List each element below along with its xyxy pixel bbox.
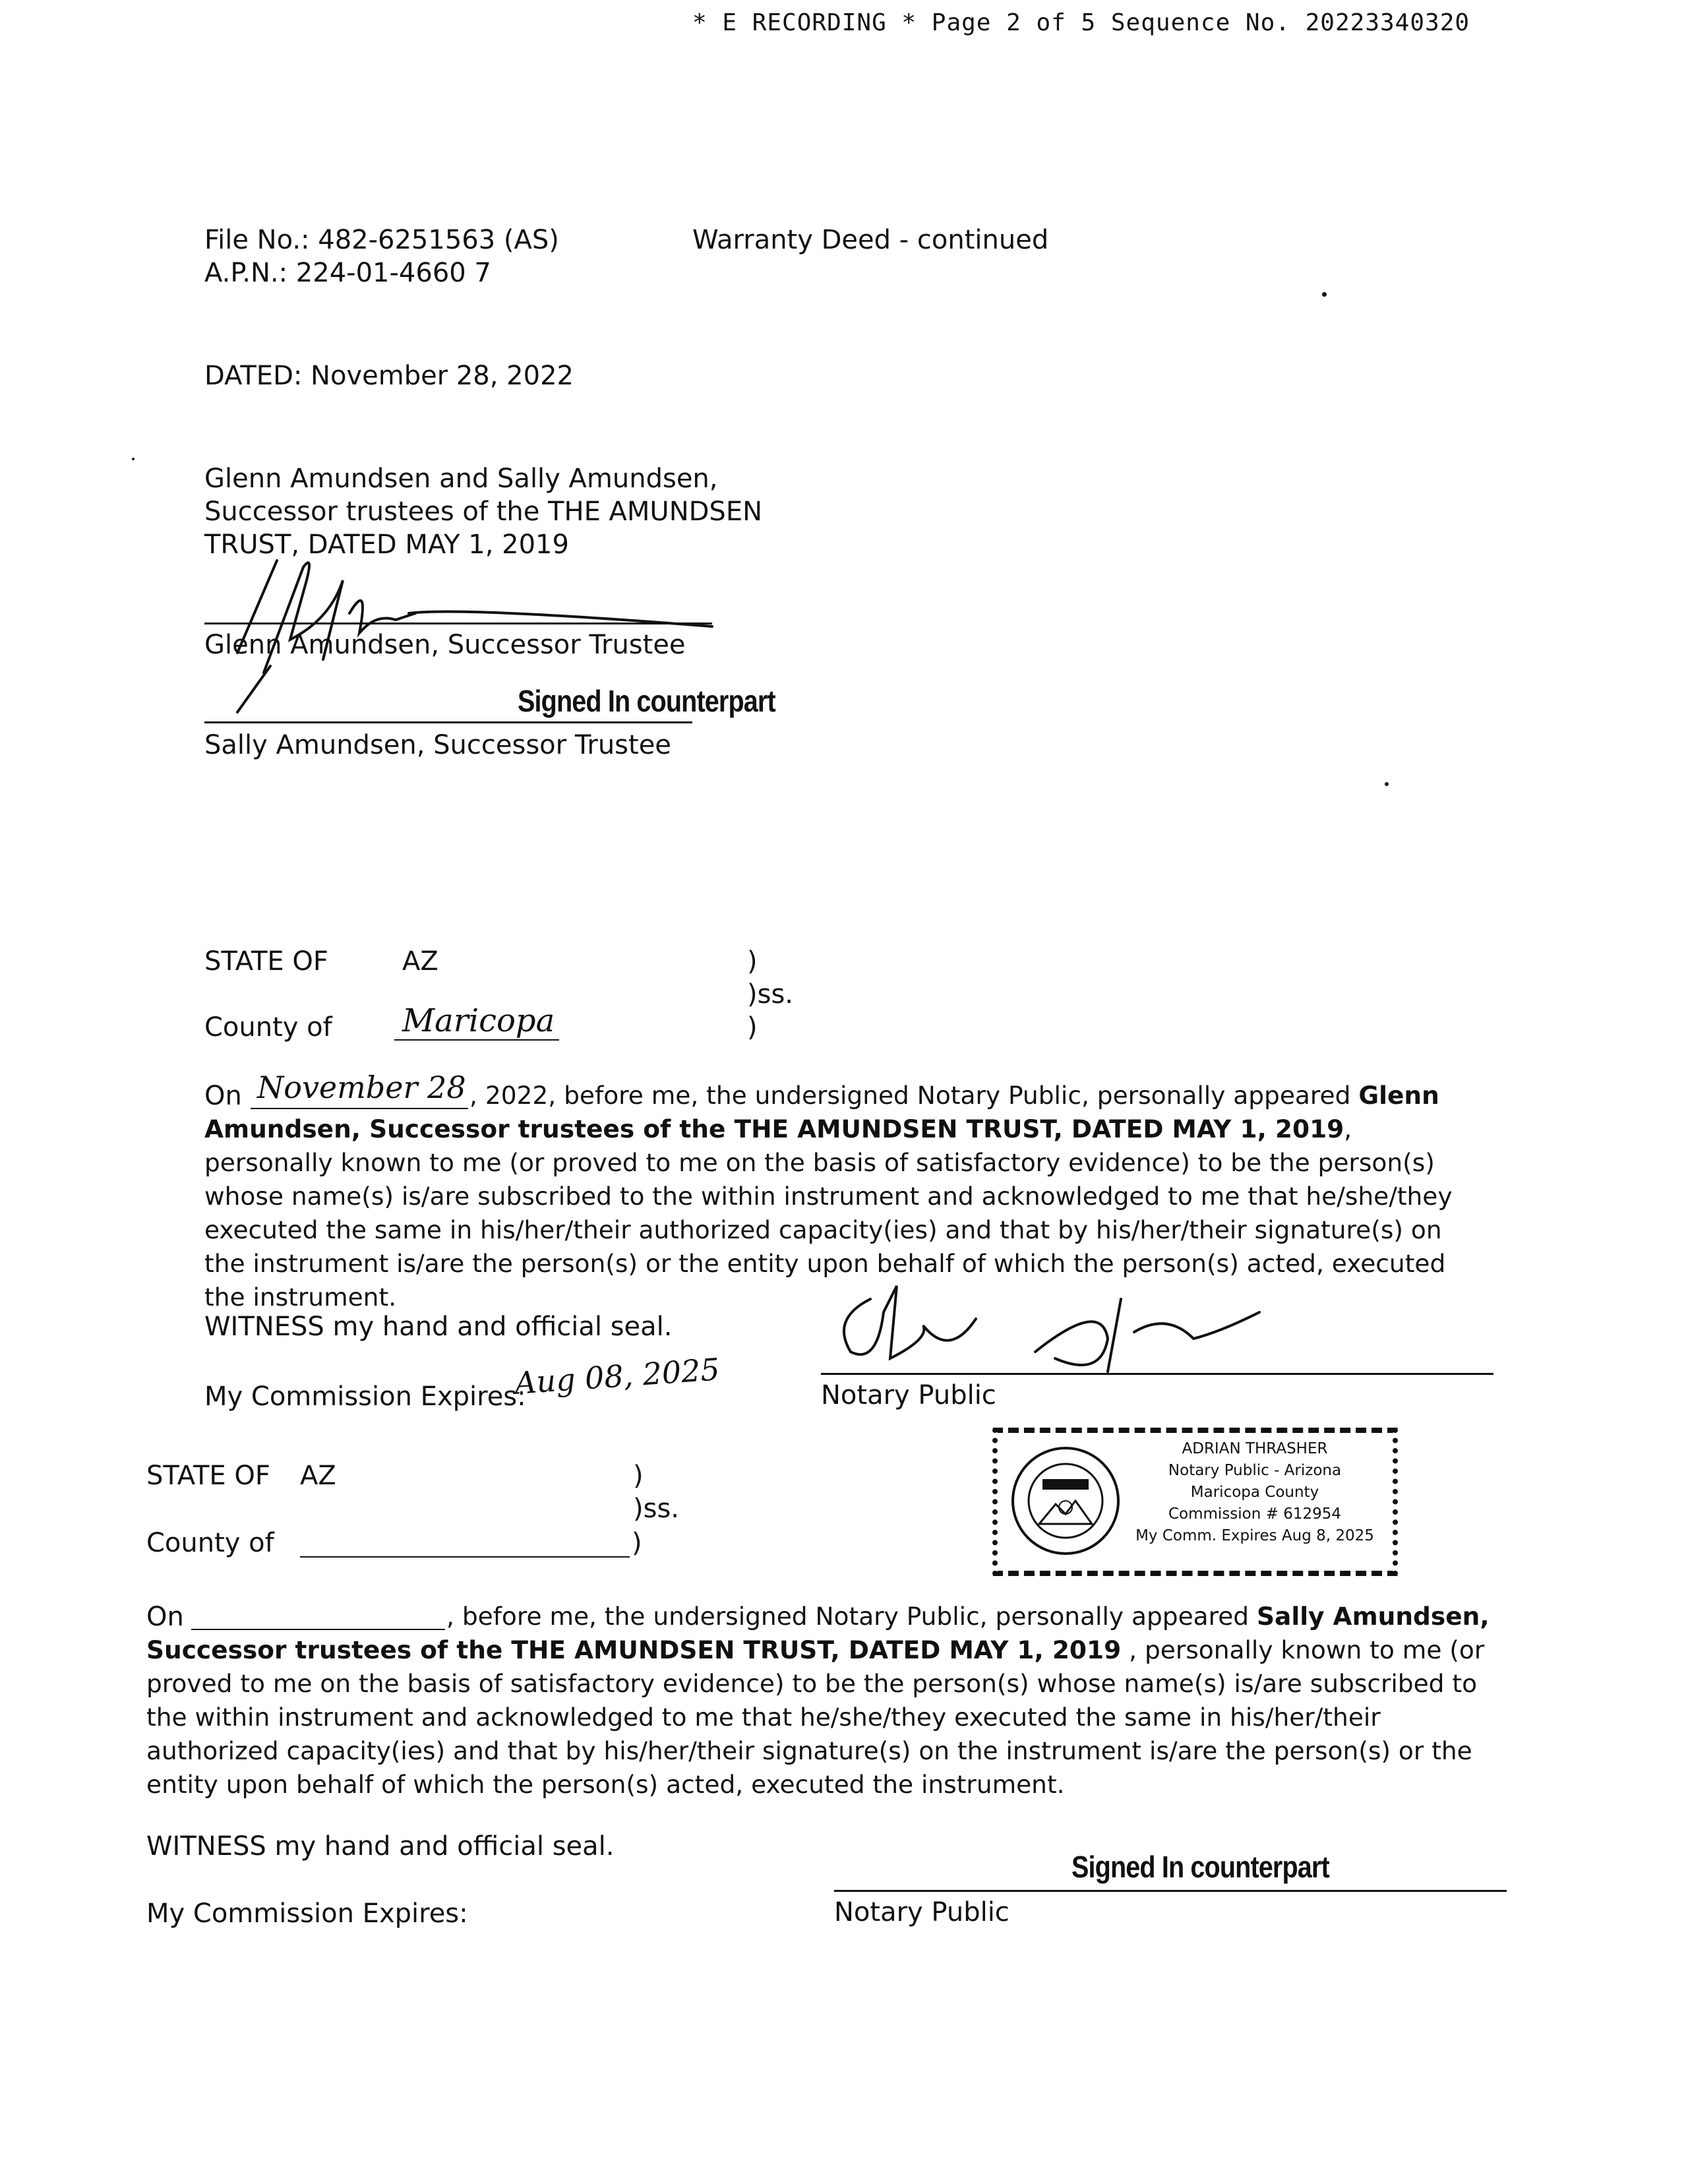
apn-number: A.P.N.: 224-01-4660 7	[204, 258, 491, 288]
grantor-line-1: Glenn Amundsen and Sally Amundsen,	[204, 464, 718, 494]
ack1-paren-bottom: )	[747, 1012, 758, 1043]
ack1-notary-line	[821, 1373, 1493, 1375]
file-number: File No.: 482-6251563 (AS)	[204, 225, 559, 255]
grantor-line-3: TRUST, DATED MAY 1, 2019	[204, 530, 569, 560]
ack1-paren-ss: )ss.	[747, 979, 793, 1010]
scan-speck	[132, 458, 135, 460]
ack2-body-bold: Sally Amundsen, Successor trustees of the THE AMUNDSEN TRUST, DATED MAY 1, 2019	[146, 1602, 1490, 1664]
ack2-paragraph	[146, 1600, 1498, 1802]
ack1-body-start: , 2022, before me, the undersigned Notary Public, personally appeared	[469, 1081, 1359, 1110]
ack2-signed-in-counterpart-stamp: Signed In counterpart	[1071, 1850, 1329, 1884]
ack2-witness: WITNESS my hand and official seal.	[146, 1831, 615, 1862]
sally-signature-line	[204, 721, 692, 723]
seal-expires: My Comm. Expires Aug 8, 2025	[1135, 1527, 1374, 1544]
ack2-notary-public: Notary Public	[834, 1897, 1010, 1927]
document-title: Warranty Deed - continued	[692, 225, 1049, 255]
ack1-on-label: On	[204, 1081, 242, 1111]
ack1-date-handwritten: November 28	[257, 1070, 466, 1105]
seal-commission: Commission # 612954	[1168, 1505, 1342, 1523]
ack2-body-start: , before me, the undersigned Notary Public, personally appeared	[446, 1602, 1257, 1631]
ack1-county-handwritten: Maricopa	[402, 1002, 555, 1039]
grantor-line-2: Successor trustees of the THE AMUNDSEN	[204, 497, 763, 527]
ack1-state-label: STATE OF	[204, 946, 328, 977]
ack2-commission-label: My Commission Expires:	[146, 1898, 468, 1929]
ack1-county-underline	[394, 1039, 559, 1041]
ack2-county-label: County of	[146, 1528, 274, 1558]
notary-signature	[824, 1273, 1299, 1385]
ack2-body-end: , personally known to me (or proved to me on the basis of satisfactory evidence) to be the person(s) whose name(s) is/are subscribed to the within instrument and acknowledged to me that he/she/they executed the same in his/her/their authorized capacity(ies) and that by his/her/their signature(s) on the instrument is/are the person(s) or the entity upon behalf of which the person(s) acted, executed the instrument.	[146, 1635, 1485, 1799]
dated-line: DATED: November 28, 2022	[204, 361, 574, 391]
ack1-notary-public: Notary Public	[821, 1380, 996, 1410]
arizona-seal-emblem-icon	[1010, 1445, 1122, 1557]
seal-notary-title: Notary Public - Arizona	[1168, 1462, 1342, 1479]
ack1-commission-label: My Commission Expires:	[204, 1381, 526, 1412]
ack2-paren-top: )	[633, 1461, 644, 1491]
ack1-paren-top: )	[747, 946, 758, 977]
glenn-signature-line	[204, 622, 712, 624]
seal-county: Maricopa County	[1190, 1484, 1319, 1501]
notary-seal-stamp	[992, 1428, 1398, 1576]
ack2-on-label: On	[146, 1602, 184, 1632]
ack2-state-value: AZ	[300, 1461, 336, 1491]
ack1-body-bold: Glenn Amundsen, Successor trustees of the THE AMUNDSEN TRUST, DATED MAY 1, 2019	[204, 1081, 1439, 1143]
ack2-county-blank	[300, 1556, 630, 1558]
ack2-notary-line	[834, 1890, 1507, 1892]
ack1-body-end: , personally known to me (or proved to me on the basis of satisfactory evidence) to be the person(s) whose name(s) is/are subscribed to the within instrument and acknowledged to me that he/she/they executed the same in his/her/their authorized capacity(ies) and that by his/her/their signature(s) on the instrument is/are the person(s) or the entity upon behalf of which the person(s) acted, executed the instrument.	[204, 1114, 1453, 1312]
ack2-paren-ss: )ss.	[633, 1494, 679, 1524]
scan-speck	[1385, 782, 1389, 786]
sally-caption: Sally Amundsen, Successor Trustee	[204, 730, 671, 760]
ack1-state-value: AZ	[402, 946, 438, 977]
ack1-witness: WITNESS my hand and official seal.	[204, 1312, 673, 1342]
ack1-county-label: County of	[204, 1012, 332, 1043]
recording-banner: * E RECORDING * Page 2 of 5 Sequence No. 20223340320	[692, 9, 1470, 36]
scan-speck	[1322, 292, 1327, 297]
ack2-state-label: STATE OF	[146, 1461, 270, 1491]
ack2-paren-bottom: )	[632, 1528, 642, 1558]
signed-in-counterpart-stamp: Signed In counterpart	[518, 684, 775, 718]
glenn-caption: Glenn Amundsen, Successor Trustee	[204, 630, 686, 660]
ack1-commission-handwritten: Aug 08, 2025	[513, 1351, 721, 1401]
seal-notary-name: ADRIAN THRASHER	[1182, 1440, 1328, 1457]
